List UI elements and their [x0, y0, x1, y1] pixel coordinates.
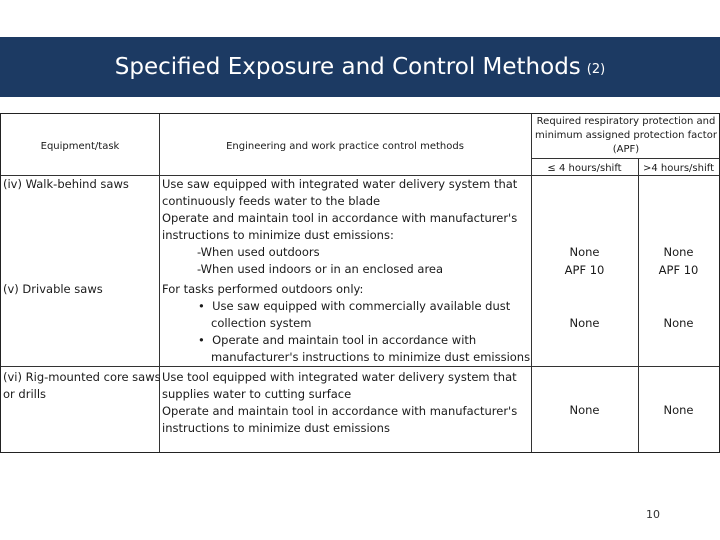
- method-line: Operate and maintain tool in accordance with manufacturer's: [162, 404, 518, 418]
- method-line-indoors: -When used indoors or in an enclosed area: [197, 262, 444, 276]
- method-line-outdoors: -When used outdoors: [197, 245, 320, 259]
- row-divider: [1, 366, 719, 367]
- walk-behind-outdoor-le4: None: [569, 245, 600, 259]
- method-line: Use saw equipped with integrated water delivery system that: [162, 177, 518, 191]
- method-line: collection system: [211, 316, 312, 330]
- method-line: supplies water to cutting surface: [162, 387, 352, 401]
- methods-walk-behind-saws: [162, 176, 532, 278]
- slide-title-suffix: (2): [586, 61, 606, 77]
- rig-mounted-le4: None: [569, 403, 600, 417]
- header-equipment: Equipment/task: [40, 141, 120, 152]
- page-number: 10: [646, 508, 660, 521]
- walk-behind-indoor-le4: APF 10: [564, 263, 605, 277]
- title-bar: [0, 37, 720, 97]
- walk-behind-indoor-gt4: APF 10: [658, 263, 699, 277]
- method-line: Operate and maintain tool in accordance with manufacturer's: [162, 211, 518, 225]
- method-line: manufacturer's instructions to minimize dust emissions: [211, 350, 531, 364]
- drivable-le4: None: [569, 316, 600, 330]
- method-line: instructions to minimize dust emissions:: [162, 228, 394, 242]
- walk-behind-outdoor-gt4: None: [663, 245, 694, 259]
- header-gt4: >4 hours/shift: [643, 163, 714, 174]
- exposure-control-table: [0, 113, 720, 453]
- bullet-icon: •: [198, 333, 213, 347]
- methods-rig-mounted-core-saws: [162, 369, 532, 437]
- method-line: continuously feeds water to the blade: [162, 194, 381, 208]
- method-bullet-line: • Use saw equipped with commercially available dust: [198, 299, 511, 313]
- header-respiratory: Required respiratory protection and minimum assigned protection factor (APF): [535, 116, 717, 155]
- rig-mounted-gt4: None: [663, 403, 694, 417]
- drivable-gt4: None: [663, 316, 694, 330]
- method-line: Use tool equipped with integrated water delivery system that: [162, 370, 517, 384]
- slide-title: Specified Exposure and Control Methods: [114, 54, 581, 80]
- method-bullet-line: • Operate and maintain tool in accordance with: [198, 333, 477, 347]
- bullet-icon: •: [198, 299, 213, 313]
- task-drivable-saws: (v) Drivable saws: [3, 282, 103, 296]
- header-methods: Engineering and work practice control methods: [226, 141, 464, 152]
- methods-drivable-saws: [162, 281, 532, 366]
- header-sub-divider: [531, 158, 719, 159]
- task-walk-behind-saws: (iv) Walk-behind saws: [3, 177, 129, 191]
- method-line: instructions to minimize dust emissions: [162, 421, 390, 435]
- method-line: For tasks performed outdoors only:: [162, 282, 364, 296]
- header-le4: ≤ 4 hours/shift: [547, 163, 622, 174]
- task-rig-mounted-core-saws: (vi) Rig-mounted core saws or drills: [3, 370, 161, 401]
